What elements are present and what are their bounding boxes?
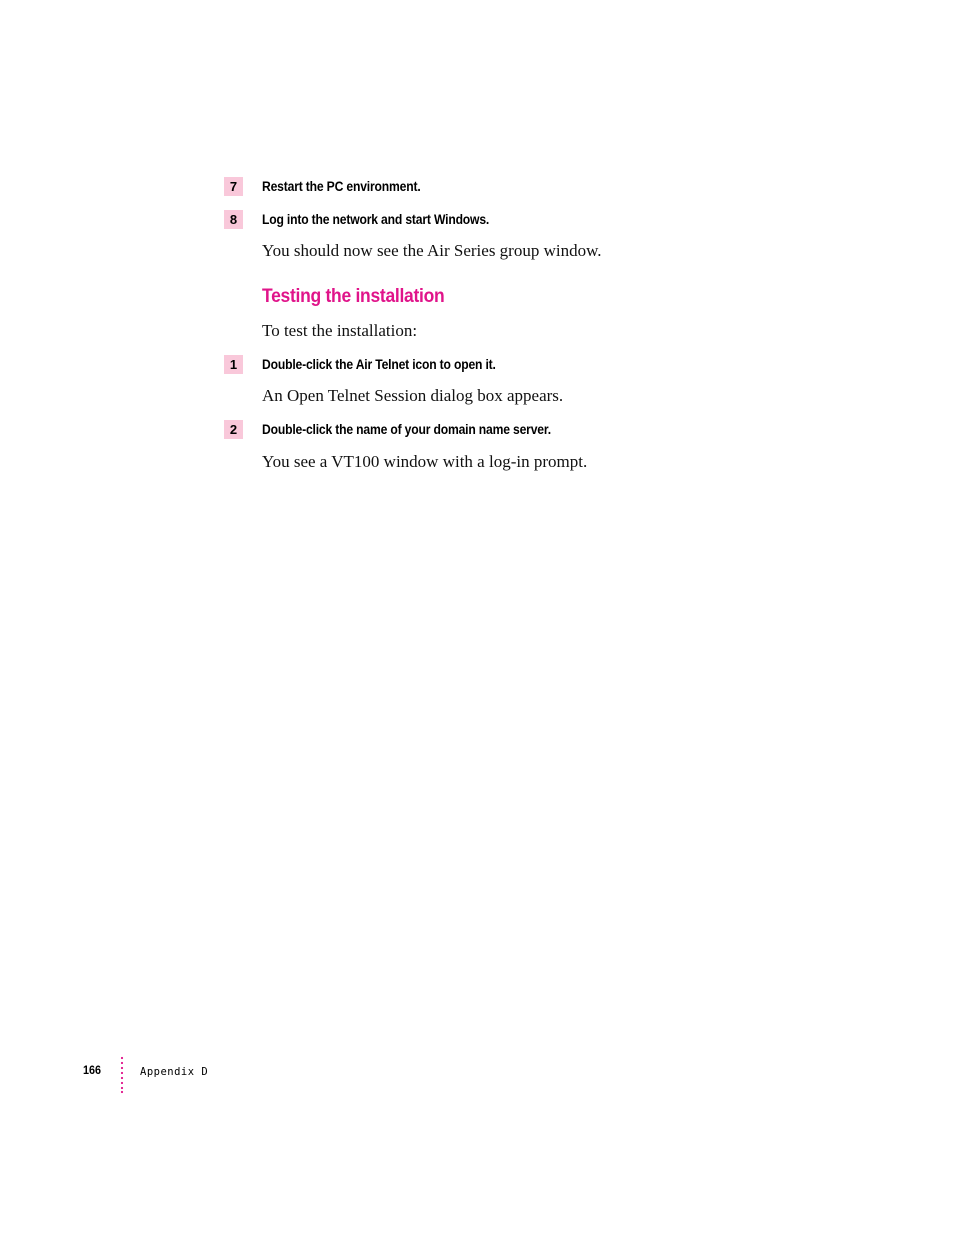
step-instruction: Double-click the Air Telnet icon to open it. <box>262 357 496 372</box>
section-heading: Testing the installation <box>262 286 445 307</box>
step-number-badge: 2 <box>224 420 243 439</box>
step-1-result: An Open Telnet Session dialog box appears. <box>262 386 564 405</box>
step-number-badge: 1 <box>224 355 243 374</box>
step-number-badge: 7 <box>224 177 243 196</box>
step-instruction: Log into the network and start Windows. <box>262 212 490 227</box>
step-2-result: You see a VT100 window with a log-in prompt. <box>262 452 588 471</box>
section-intro: To test the installation: <box>262 321 418 340</box>
dotted-divider <box>120 1056 124 1094</box>
step-instruction: Restart the PC environment. <box>262 179 421 194</box>
step-instruction: Double-click the name of your domain name server. <box>262 422 551 437</box>
page-number: 166 <box>83 1063 102 1077</box>
step-number-badge: 8 <box>224 210 243 229</box>
step-8-result: You should now see the Air Series group window. <box>262 241 602 260</box>
section-label: Appendix D <box>140 1066 209 1078</box>
